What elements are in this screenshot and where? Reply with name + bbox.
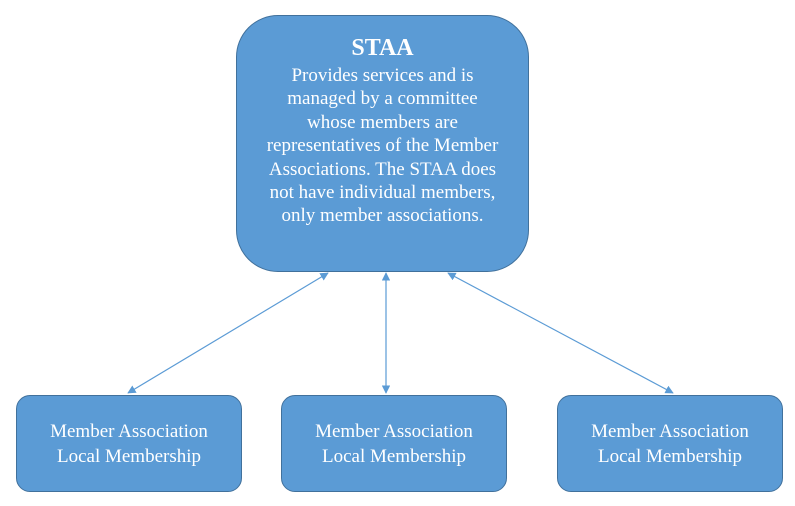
member-association-node-left (16, 395, 242, 492)
connector-left (128, 273, 328, 393)
member-node-subtitle: Local Membership (321, 445, 467, 467)
member-node-title: Member Association (50, 420, 208, 442)
member-node-subtitle: Local Membership (56, 445, 202, 467)
member-association-node-right (557, 395, 783, 492)
connector-right (448, 273, 673, 393)
member-association-node-center (281, 395, 507, 492)
staa-description: Provides services and is managed by a committee whose members are representatives of the Member Associations. The STAA does not have individual members, only member associations. (266, 65, 499, 227)
staa-node (236, 15, 529, 272)
member-node-subtitle: Local Membership (597, 445, 743, 467)
staa-title: STAA (351, 35, 414, 61)
member-node-title: Member Association (591, 420, 749, 442)
member-node-title: Member Association (315, 420, 473, 442)
